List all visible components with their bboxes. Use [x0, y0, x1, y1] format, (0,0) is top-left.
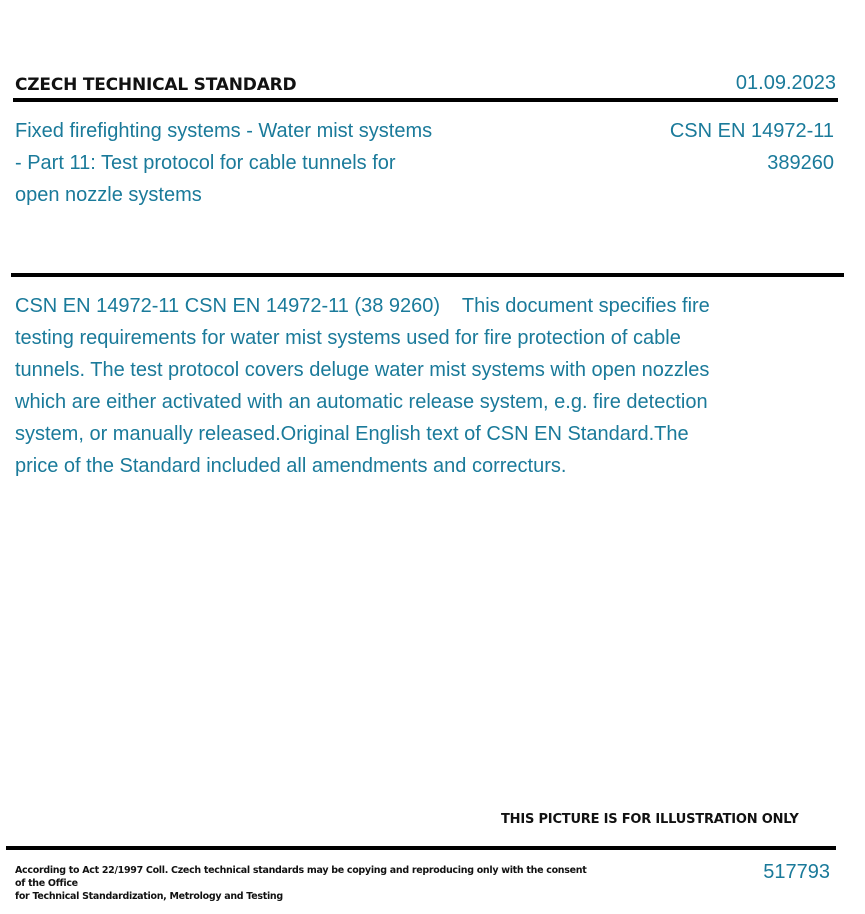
illustration-notice: THIS PICTURE IS FOR ILLUSTRATION ONLY — [501, 812, 799, 827]
footer-divider — [6, 846, 836, 850]
publication-date: 01.09.2023 — [735, 72, 836, 94]
document-type-label: CZECH TECHNICAL STANDARD — [15, 75, 297, 95]
catalog-number: 389260 — [767, 152, 834, 174]
legal-notice-line-1: According to Act 22/1997 Coll. Czech technical standards may be copying and reproducing only with the consent of the Office — [15, 865, 587, 889]
standard-title: Fixed firefighting systems - Water mist systems - Part 11: Test protocol for cable tunnels for open nozzle systems — [15, 120, 433, 206]
standard-code: CSN EN 14972-11 — [669, 120, 834, 142]
legal-notice-line-2: for Technical Standardization, Metrology and Testing — [15, 891, 283, 902]
section-divider — [11, 273, 844, 277]
header-divider — [13, 98, 838, 102]
standard-code-block — [670, 115, 834, 179]
document-number: 517793 — [763, 861, 830, 883]
legal-notice — [15, 864, 595, 903]
standard-description: CSN EN 14972-11 CSN EN 14972-11 (38 9260) This document specifies fire testing requirements for water mist systems used for fire protection of cable tunnels. The test protocol covers deluge water mist systems with open nozzles which are either activated with an automatic release system, e.g. fire detection system, or manually released.Original English text of CSN EN Standard.The price of the Standard included all amendments and correcturs. — [15, 295, 710, 477]
